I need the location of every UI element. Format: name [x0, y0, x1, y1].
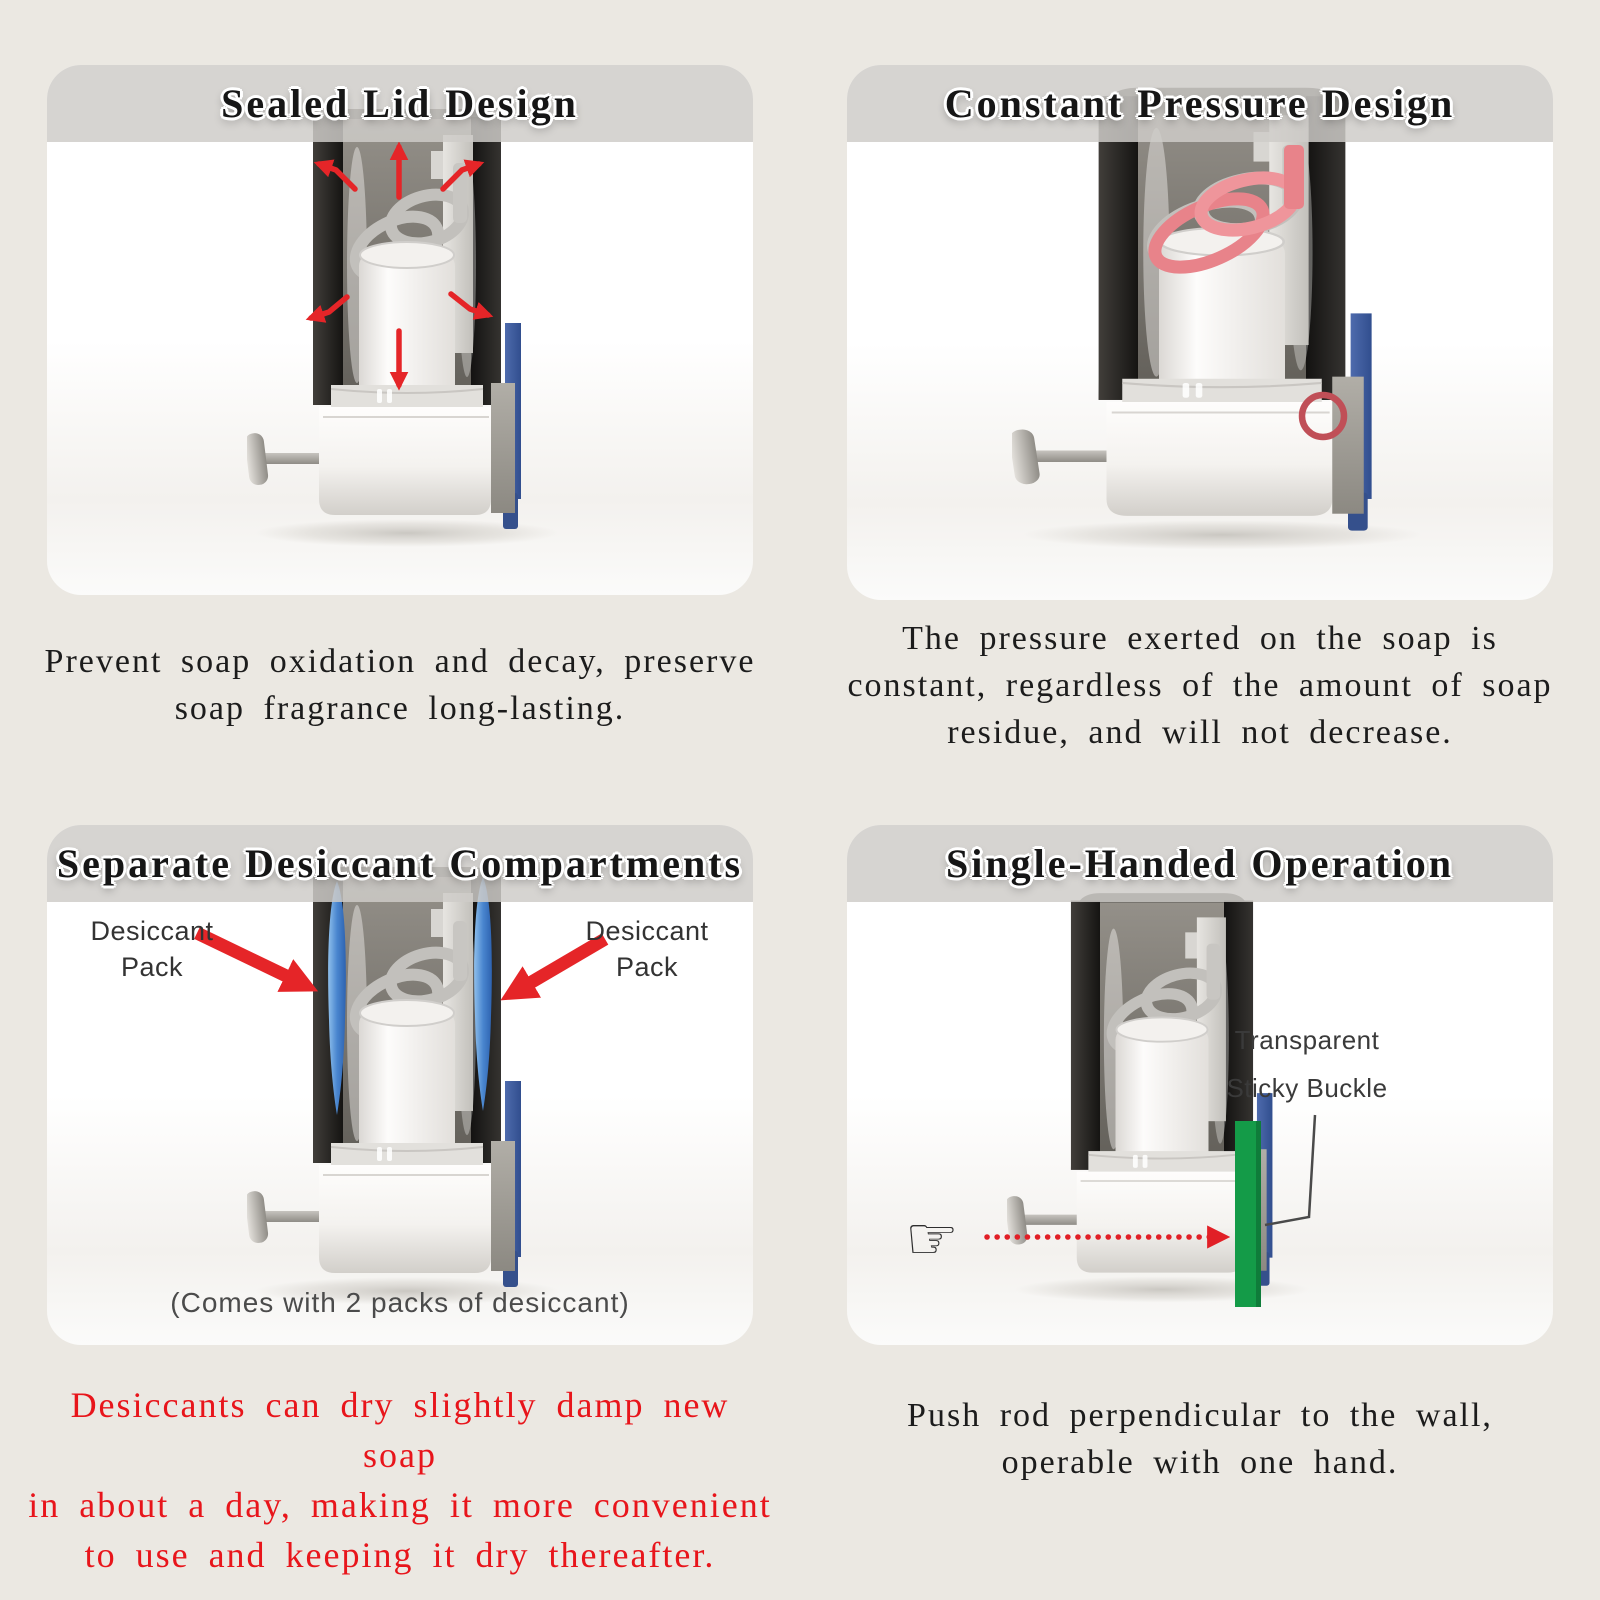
panel-constant-pressure: [847, 65, 1553, 600]
caption-desiccant: Desiccants can dry slightly damp new soap in about a day, making it more convenient to use and keeping it dry thereafter.: [28, 1385, 772, 1575]
panel-single-handed: [847, 825, 1553, 1345]
caption-constant-pressure: The pressure exerted on the soap is constant, regardless of the amount of soap residue, and will not decrease.: [847, 620, 1553, 751]
panel-title-bar: [847, 825, 1553, 902]
panel-title-bar: [47, 825, 753, 902]
sealed-lid-illustration: [47, 65, 753, 595]
panel-title: Constant Pressure Design: [944, 81, 1456, 126]
desiccant-label-right: Desiccant Pack: [585, 916, 709, 982]
caption-sealed-lid: Prevent soap oxidation and decay, preserve soap fragrance long-lasting.: [44, 643, 756, 727]
panel-title-bar: [47, 65, 753, 142]
pointing-hand-icon: ☞: [905, 1204, 959, 1274]
caption-single-handed: Push rod perpendicular to the wall, operable with one hand.: [907, 1397, 1493, 1481]
buckle-callout-line: [1265, 1115, 1315, 1225]
desiccant-label-left: Desiccant Pack: [90, 916, 214, 982]
panel-title: Sealed Lid Design: [221, 81, 579, 126]
panel-desiccant-compartments: [47, 825, 753, 1345]
dispenser-render: [244, 867, 559, 1305]
sticky-buckle-bar-edge: [1256, 1121, 1261, 1307]
constant-pressure-illustration: [847, 65, 1553, 600]
desiccant-note: (Comes with 2 packs of desiccant): [170, 1287, 630, 1318]
panel-sealed-lid: [47, 65, 753, 595]
panel-title-bar: [847, 65, 1553, 142]
panel-title: Single-Handed Operation: [946, 841, 1454, 886]
dispenser-render: [1008, 88, 1422, 550]
buckle-label: Transparent Sticky Buckle: [1226, 1025, 1388, 1103]
panel-title: Separate Desiccant Compartments: [56, 841, 744, 886]
desiccant-illustration: [47, 825, 753, 1345]
